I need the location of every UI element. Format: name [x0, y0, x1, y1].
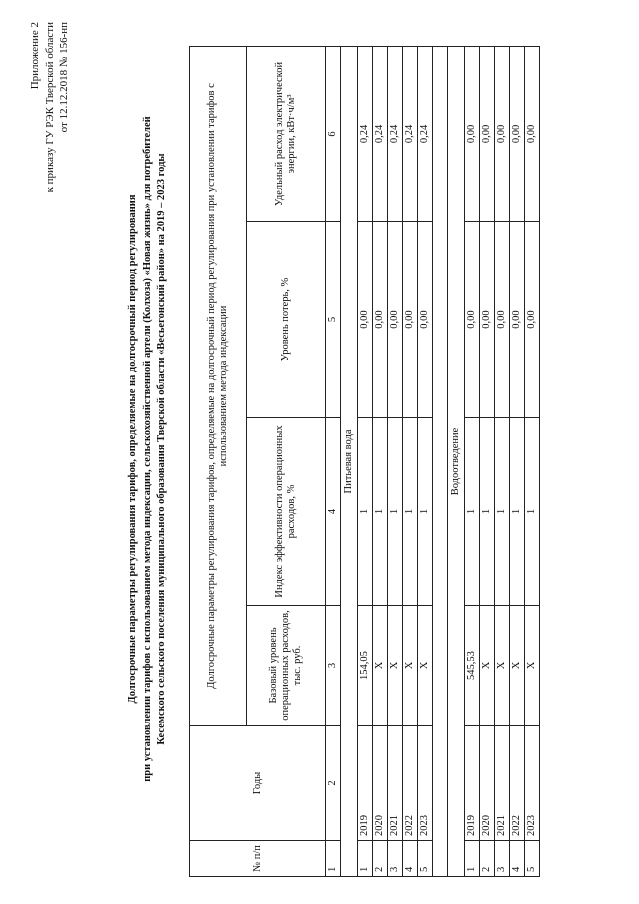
header-efficiency-index: Индекс эффективности операционных расходов, % — [247, 418, 326, 606]
cell-base-opex: X — [418, 606, 433, 726]
cell-efficiency-index: 1 — [525, 418, 540, 606]
cell-efficiency-index: 1 — [465, 418, 480, 606]
cell-year: 2022 — [403, 726, 418, 841]
cell-base-opex: X — [525, 606, 540, 726]
cell-loss-level: 0,00 — [388, 222, 403, 418]
section-title-drinking-water: Питьевая вода — [341, 46, 358, 876]
cell-efficiency-index: 1 — [373, 418, 388, 606]
cell-no: 3 — [495, 841, 510, 877]
cell-base-opex: X — [495, 606, 510, 726]
section-row-drinking-water — [341, 46, 358, 876]
cell-year: 2023 — [418, 726, 433, 841]
table-row — [525, 46, 540, 876]
header-years: Годы — [190, 726, 326, 841]
table-header-row-1 — [190, 46, 247, 876]
cell-year: 2023 — [525, 726, 540, 841]
cell-loss-level: 0,00 — [510, 222, 525, 418]
cell-base-opex: X — [403, 606, 418, 726]
column-number-5: 5 — [326, 222, 341, 418]
cell-no: 4 — [403, 841, 418, 877]
cell-loss-level: 0,00 — [495, 222, 510, 418]
cell-base-opex: X — [373, 606, 388, 726]
cell-loss-level: 0,00 — [403, 222, 418, 418]
cell-no: 3 — [388, 841, 403, 877]
cell-efficiency-index: 1 — [358, 418, 373, 606]
cell-energy-consumption: 0,00 — [480, 46, 495, 221]
table-row — [465, 46, 480, 876]
cell-year: 2022 — [510, 726, 525, 841]
header-row-number: № п/п — [190, 841, 326, 877]
tariff-parameters-table — [189, 46, 540, 877]
section-row-wastewater — [448, 46, 465, 876]
cell-energy-consumption: 0,24 — [388, 46, 403, 221]
header-parameters-group: Долгосрочные параметры регулирования тарифов, определяемые на долгосрочный период регулирования при установлении тарифов с использованием метода индексации — [190, 46, 247, 725]
appendix-line-2: к приказу ГУ РЭК Тверской области — [43, 22, 56, 193]
spacer-cell — [433, 46, 448, 876]
cell-energy-consumption: 0,00 — [465, 46, 480, 221]
cell-efficiency-index: 1 — [418, 418, 433, 606]
cell-energy-consumption: 0,24 — [373, 46, 388, 221]
table-row — [495, 46, 510, 876]
cell-energy-consumption: 0,00 — [495, 46, 510, 221]
table-row — [373, 46, 388, 876]
cell-energy-consumption: 0,24 — [358, 46, 373, 221]
cell-energy-consumption: 0,00 — [510, 46, 525, 221]
heading-line-3: Кесемского сельского поселения муниципального образования Тверской области «Весьегонский район» на 2019 – 2023 годы — [156, 153, 167, 745]
cell-base-opex: 545,53 — [465, 606, 480, 726]
table-row — [510, 46, 525, 876]
cell-efficiency-index: 1 — [480, 418, 495, 606]
cell-no: 1 — [465, 841, 480, 877]
appendix-line-3: от 12.12.2018 № 156-нп — [58, 22, 70, 133]
cell-no: 5 — [418, 841, 433, 877]
table-row — [418, 46, 433, 876]
cell-energy-consumption: 0,24 — [403, 46, 418, 221]
cell-base-opex: X — [510, 606, 525, 726]
cell-no: 2 — [373, 841, 388, 877]
cell-no: 2 — [480, 841, 495, 877]
cell-year: 2019 — [465, 726, 480, 841]
cell-year: 2020 — [480, 726, 495, 841]
cell-no: 1 — [358, 841, 373, 877]
cell-efficiency-index: 1 — [510, 418, 525, 606]
column-number-row — [326, 46, 341, 876]
cell-no: 4 — [510, 841, 525, 877]
appendix-note — [28, 22, 72, 192]
heading-line-2: при установлении тарифов с использованием метода индексации, сельскохозяйственной артели (Колхоза) «Новая жизнь» для потребителей — [141, 116, 153, 782]
cell-loss-level: 0,00 — [465, 222, 480, 418]
heading-line-1: Долгосрочные параметры регулирования тарифов, определяемые на долгосрочный период регулирования — [127, 194, 138, 704]
table-row — [358, 46, 373, 876]
header-base-opex: Базовый уровень операционных расходов, тыс. руб. — [247, 606, 326, 726]
table-row — [480, 46, 495, 876]
cell-loss-level: 0,00 — [418, 222, 433, 418]
cell-year: 2021 — [495, 726, 510, 841]
cell-base-opex: 154,05 — [358, 606, 373, 726]
cell-efficiency-index: 1 — [495, 418, 510, 606]
cell-efficiency-index: 1 — [388, 418, 403, 606]
column-number-1: 1 — [326, 841, 341, 877]
cell-loss-level: 0,00 — [358, 222, 373, 418]
cell-no: 5 — [525, 841, 540, 877]
table-row — [388, 46, 403, 876]
appendix-line-1: Приложение 2 — [29, 22, 41, 90]
cell-base-opex: X — [388, 606, 403, 726]
column-number-6: 6 — [326, 46, 341, 221]
cell-year: 2020 — [373, 726, 388, 841]
cell-year: 2019 — [358, 726, 373, 841]
column-number-4: 4 — [326, 418, 341, 606]
cell-efficiency-index: 1 — [403, 418, 418, 606]
document-heading — [126, 54, 170, 844]
cell-loss-level: 0,00 — [525, 222, 540, 418]
column-number-3: 3 — [326, 606, 341, 726]
cell-year: 2021 — [388, 726, 403, 841]
cell-loss-level: 0,00 — [480, 222, 495, 418]
cell-base-opex: X — [480, 606, 495, 726]
header-energy-consumption: Удельный расход электрической энергии, кВт·ч/м³ — [247, 46, 326, 221]
cell-loss-level: 0,00 — [373, 222, 388, 418]
cell-energy-consumption: 0,24 — [418, 46, 433, 221]
section-spacer — [433, 46, 448, 876]
cell-energy-consumption: 0,00 — [525, 46, 540, 221]
header-loss-level: Уровень потерь, % — [247, 222, 326, 418]
table-row — [403, 46, 418, 876]
column-number-2: 2 — [326, 726, 341, 841]
section-title-wastewater: Водоотведение — [448, 46, 465, 876]
